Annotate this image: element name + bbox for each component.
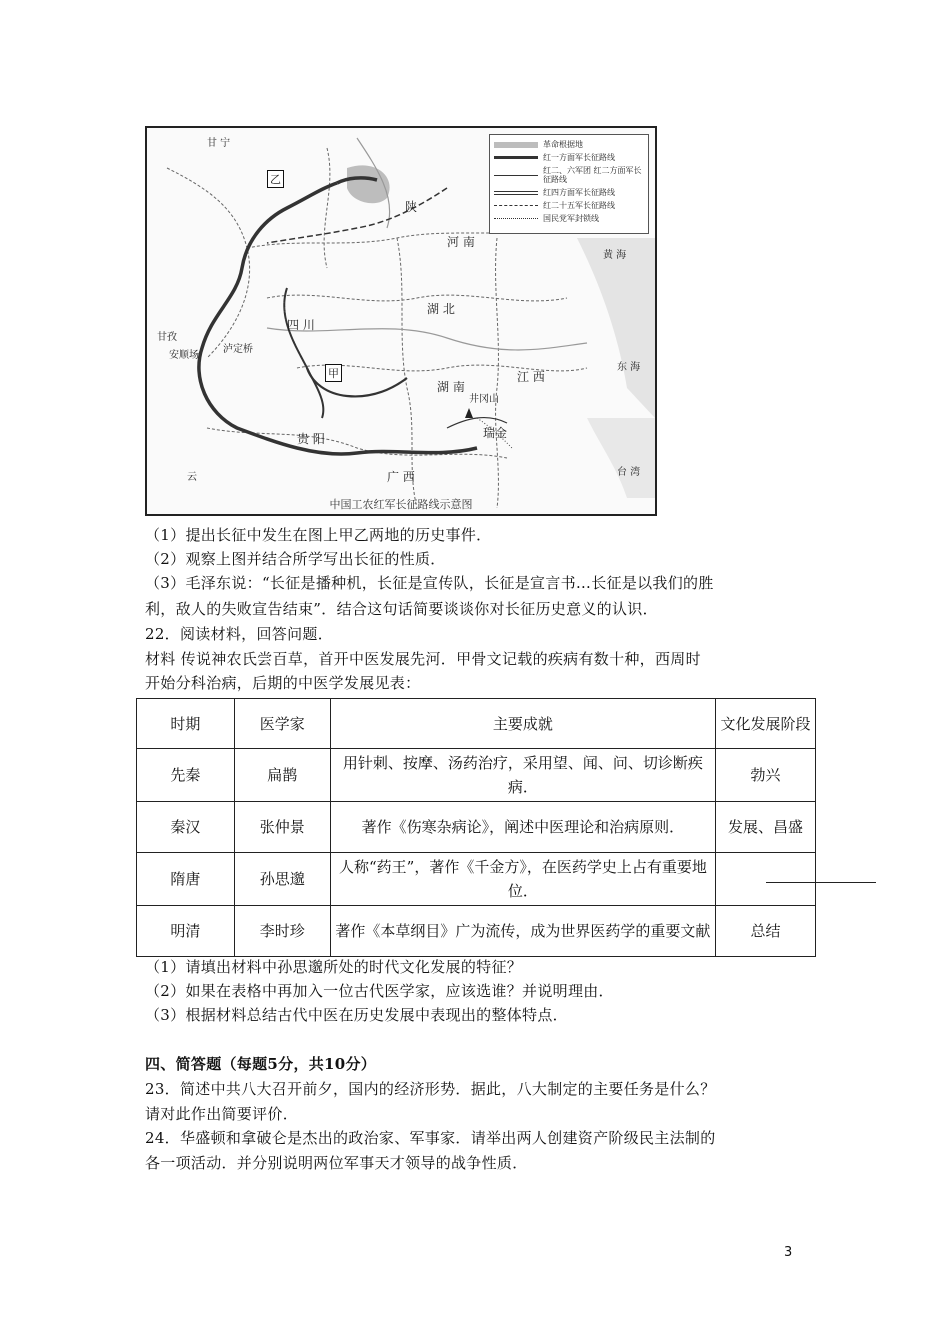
header-stage: 文化发展阶段 bbox=[716, 699, 816, 749]
map-label-guiyang: 贵 阳 bbox=[297, 432, 325, 446]
map-label-jia: 甲 bbox=[325, 364, 342, 382]
medicine-table bbox=[136, 698, 816, 957]
cell-stage: 总结 bbox=[716, 906, 816, 957]
map-label-huanghai: 黄 海 bbox=[603, 250, 627, 261]
q22-sub3: （3）根据材料总结古代中医在历史发展中表现出的整体特点． bbox=[145, 1006, 568, 1024]
table-row bbox=[137, 749, 816, 802]
map-label-taiwan: 台 湾 bbox=[617, 467, 641, 478]
map-label-henan: 河 南 bbox=[447, 235, 475, 249]
q23-line2: 请对此作出简要评价． bbox=[145, 1105, 299, 1123]
cell-period: 隋唐 bbox=[137, 853, 235, 906]
map-label-sichuan: 四 川 bbox=[287, 318, 315, 332]
map-label-yunnan: 云 bbox=[187, 472, 197, 483]
q22-sub1: （1）请填出材料中孙思邈所处的时代文化发展的特征？ bbox=[145, 958, 523, 976]
double-line-arrow-icon bbox=[494, 191, 538, 195]
map-label-hunan: 湖 南 bbox=[437, 380, 465, 394]
q23-line1: 23．简述中共八大召开前夕，国内的经济形势．据此，八大制定的主要任务是什么？ bbox=[145, 1080, 716, 1098]
march-routes bbox=[199, 178, 507, 454]
header-period: 时期 bbox=[137, 699, 235, 749]
legend-label: 国民党军封锁线 bbox=[543, 214, 599, 223]
legend-label: 革命根据地 bbox=[543, 140, 583, 149]
map-label-shaanxi: 陕 bbox=[405, 200, 418, 214]
legend-item bbox=[494, 212, 644, 225]
map-label-donghai: 东 海 bbox=[617, 362, 641, 373]
map-label-guangxi: 广 西 bbox=[387, 470, 415, 484]
arrow-head bbox=[465, 408, 473, 418]
q22-sub2: （2）如果在表格中再加入一位古代医学家，应该选谁？并说明理由． bbox=[145, 982, 614, 1000]
legend-item bbox=[494, 151, 644, 164]
q21-sub2: （2）观察上图并结合所学写出长征的性质． bbox=[145, 550, 446, 568]
header-doctor: 医学家 bbox=[234, 699, 330, 749]
cell-period: 秦汉 bbox=[137, 802, 235, 853]
blockade-line-icon bbox=[494, 218, 538, 219]
cell-doctor: 孙思邈 bbox=[234, 853, 330, 906]
q22-material-line1: 材料 传说神农氏尝百草，首开中医发展先河．甲骨文记载的疾病有数十种，西周时 bbox=[145, 650, 701, 668]
long-march-map bbox=[145, 126, 657, 516]
answer-blank-line bbox=[766, 882, 876, 883]
map-caption: 中国工农红军长征路线示意图 bbox=[329, 498, 473, 511]
header-achievement: 主要成就 bbox=[330, 699, 715, 749]
cell-stage-blank bbox=[716, 853, 816, 906]
cell-doctor: 扁鹊 bbox=[234, 749, 330, 802]
legend-item bbox=[494, 138, 644, 151]
table-row bbox=[137, 802, 816, 853]
legend-label: 红二、六军团 红二方面军长征路线 bbox=[543, 166, 642, 184]
dashed-arrow-icon bbox=[494, 205, 538, 206]
cell-achievement: 用针刺、按摩、汤药治疗，采用望、闻、问、切诊断疾病． bbox=[330, 749, 715, 802]
legend-item bbox=[494, 199, 644, 212]
cell-achievement: 著作《伤寒杂病论》，阐述中医理论和治病原则． bbox=[330, 802, 715, 853]
thick-arrow-icon bbox=[494, 156, 538, 159]
map-legend bbox=[489, 134, 649, 234]
legend-item bbox=[494, 164, 644, 186]
q22-heading: 22．阅读材料，回答问题． bbox=[145, 625, 333, 643]
map-label-anshunchang: 安顺场 bbox=[169, 350, 199, 361]
q21-sub3-line1: （3）毛泽东说：“长征是播种机，长征是宣传队，长征是宣言书…长征是以我们的胜 bbox=[145, 574, 714, 592]
table-row bbox=[137, 853, 816, 906]
cell-stage: 勃兴 bbox=[716, 749, 816, 802]
map-label-ruijin: 瑞金 bbox=[483, 426, 508, 440]
legend-label: 红四方面军长征路线 bbox=[543, 188, 615, 197]
sea-area bbox=[577, 238, 655, 418]
table-row bbox=[137, 906, 816, 957]
section4-title: 四、简答题（每题5分，共10分） bbox=[145, 1055, 377, 1073]
table-header-row bbox=[137, 699, 816, 749]
cell-doctor: 李时珍 bbox=[234, 906, 330, 957]
sea-area-south bbox=[587, 418, 655, 498]
cell-period: 先秦 bbox=[137, 749, 235, 802]
map-label-hubei: 湖 北 bbox=[427, 302, 455, 316]
map-label-yi: 乙 bbox=[267, 170, 284, 188]
page-number: 3 bbox=[784, 1245, 793, 1260]
map-label-gansu: 甘 宁 bbox=[207, 138, 231, 149]
q22-material-line2: 开始分科治病，后期的中医学发展见表： bbox=[145, 674, 421, 692]
q24-line1: 24．华盛顿和拿破仑是杰出的政治家、军事家．请举出两人创建资产阶级民主法制的 bbox=[145, 1129, 716, 1147]
cell-period: 明清 bbox=[137, 906, 235, 957]
q24-line2: 各一项活动．并分别说明两位军事天才领导的战争性质． bbox=[145, 1154, 528, 1172]
map-label-jiangxi: 江 西 bbox=[517, 370, 545, 384]
cell-doctor: 张仲景 bbox=[234, 802, 330, 853]
map-label-luding: 泸定桥 bbox=[223, 344, 253, 355]
q21-sub3-line2: 利，敌人的失败宣告结束”．结合这句话简要谈谈你对长征历史意义的认识． bbox=[145, 600, 658, 618]
legend-item bbox=[494, 186, 644, 199]
cell-achievement: 人称“药王”，著作《千金方》，在医药学史上占有重要地位． bbox=[330, 853, 715, 906]
hollow-arrow-icon bbox=[494, 175, 538, 176]
shaded-area-icon bbox=[494, 142, 538, 148]
legend-label: 红一方面军长征路线 bbox=[543, 153, 615, 162]
cell-achievement: 著作《本草纲目》广为流传，成为世界医药学的重要文献 bbox=[330, 906, 715, 957]
cell-stage: 发展、昌盛 bbox=[716, 802, 816, 853]
map-label-ganzi: 甘孜 bbox=[157, 332, 177, 343]
map-label-jinggangshan: 井冈山 bbox=[469, 394, 499, 405]
legend-label: 红二十五军长征路线 bbox=[543, 201, 615, 210]
q21-sub1: （1）提出长征中发生在图上甲乙两地的历史事件． bbox=[145, 526, 492, 544]
